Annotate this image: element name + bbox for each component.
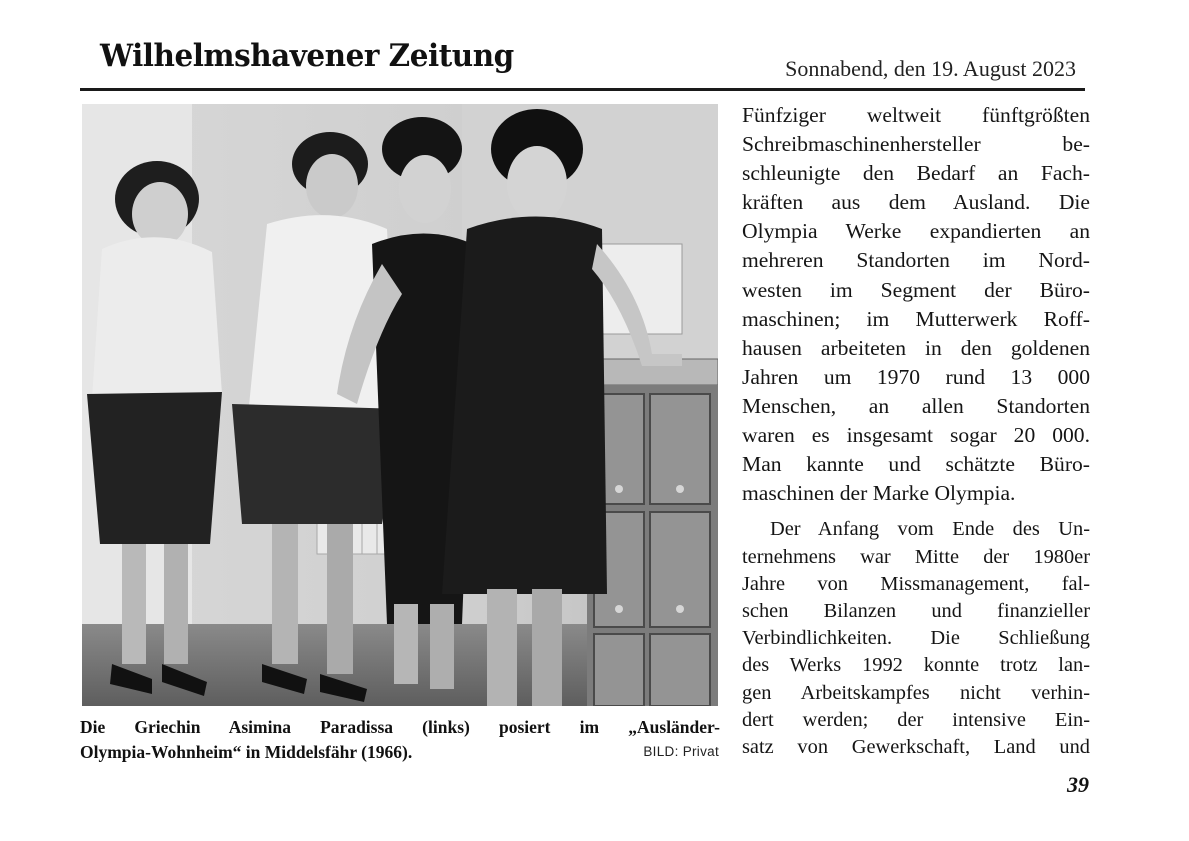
text-line: Menschen, an allen Standorten [742,393,1090,418]
text-line: westen im Segment der Büro- [742,277,1090,302]
issue-date: Sonnabend, den 19. August 2023 [785,56,1076,81]
page-number: 39 [1067,772,1089,797]
text-line: gen Arbeitskampfes nicht verhin- [742,681,1090,704]
text-line: Man kannte und schätzte Büro- [742,452,1090,477]
text-line: waren es insgesamt sogar 20 000. [742,423,1090,448]
header-rule [80,88,1085,91]
masthead-logo: Wilhelmshavener Zeitung [100,38,514,74]
text-line: Verbindlichkeiten. Die Schließung [742,627,1090,650]
text-line: Jahre von Missmanagement, fal- [742,572,1090,595]
text-line: maschinen der Marke Olympia. [742,481,1016,506]
text-line: Der Anfang vom Ende des Un- [770,518,1090,541]
text-line: satz von Gewerkschaft, Land und [742,735,1090,758]
text-line: maschinen; im Mutterwerk Roff- [742,306,1090,331]
text-line: Olympia Werke expandierten an [742,219,1090,244]
article-photo [82,104,718,706]
photo-credit: BILD: Privat [643,744,719,759]
photo-caption [80,715,720,765]
text-line: mehreren Standorten im Nord- [742,248,1090,273]
text-line: des Werks 1992 konnte trotz lan- [742,654,1090,677]
text-line: Jahren um 1970 rund 13 000 [742,364,1090,389]
text-line: schen Bilanzen und finanzieller [742,599,1090,622]
text-line: dert werden; der intensive Ein- [742,708,1090,731]
article-paragraph-1 [742,101,1090,508]
article-paragraph-2 [742,516,1090,761]
photo-illustration [82,104,718,706]
caption-line-2: Olympia-Wohnheim“ in Middelsfähr (1966). [80,742,413,762]
article-column [742,101,1090,761]
text-line: Fünfziger weltweit fünftgrößten [742,103,1090,127]
text-line: kräften aus dem Ausland. Die [742,190,1090,215]
caption-line-1: Die Griechin Asimina Paradissa (links) posiert im „Ausländer- [80,717,720,737]
text-line: schleunigte den Bedarf an Fach- [742,161,1090,186]
text-line: Schreibmaschinenhersteller be- [742,132,1090,157]
text-line: ternehmens war Mitte der 1980er [742,545,1090,568]
text-line: hausen arbeiteten in den goldenen [742,335,1090,360]
